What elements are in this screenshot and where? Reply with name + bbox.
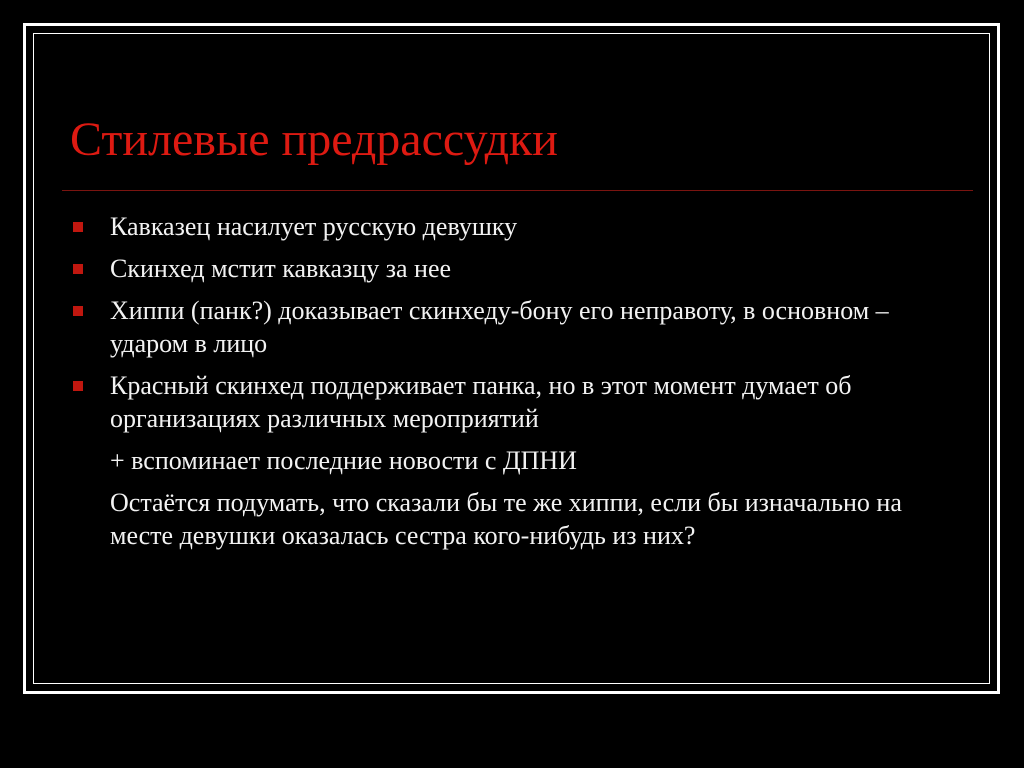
square-bullet-icon	[73, 222, 83, 232]
square-bullet-icon	[73, 264, 83, 274]
list-item-text: Остаётся подумать, что сказали бы те же хиппи, если бы изначально на месте девушки оказалась сестра кого-нибудь из них?	[110, 488, 902, 550]
list-item-text: Кавказец насилует русскую девушку	[110, 212, 518, 241]
list-item	[70, 294, 965, 360]
square-bullet-icon	[73, 381, 83, 391]
list-item-text: + вспоминает последние новости с ДПНИ	[110, 446, 577, 475]
slide-title: Стилевые предрассудки	[70, 113, 558, 166]
list-item	[70, 252, 965, 285]
list-item-text: Скинхед мстит кавказцу за нее	[110, 254, 452, 283]
title-divider	[62, 190, 973, 191]
list-item-text: Красный скинхед поддерживает панка, но в этот момент думает об организациях различных мероприятий	[110, 371, 852, 433]
bullet-list	[70, 210, 965, 561]
square-bullet-icon	[73, 306, 83, 316]
list-item-continuation	[70, 486, 965, 552]
list-item	[70, 210, 965, 243]
list-item	[70, 369, 965, 435]
list-item-text: Хиппи (панк?) доказывает скинхеду-бону его неправоту, в основном – ударом в лицо	[110, 296, 889, 358]
list-item-continuation	[70, 444, 965, 477]
